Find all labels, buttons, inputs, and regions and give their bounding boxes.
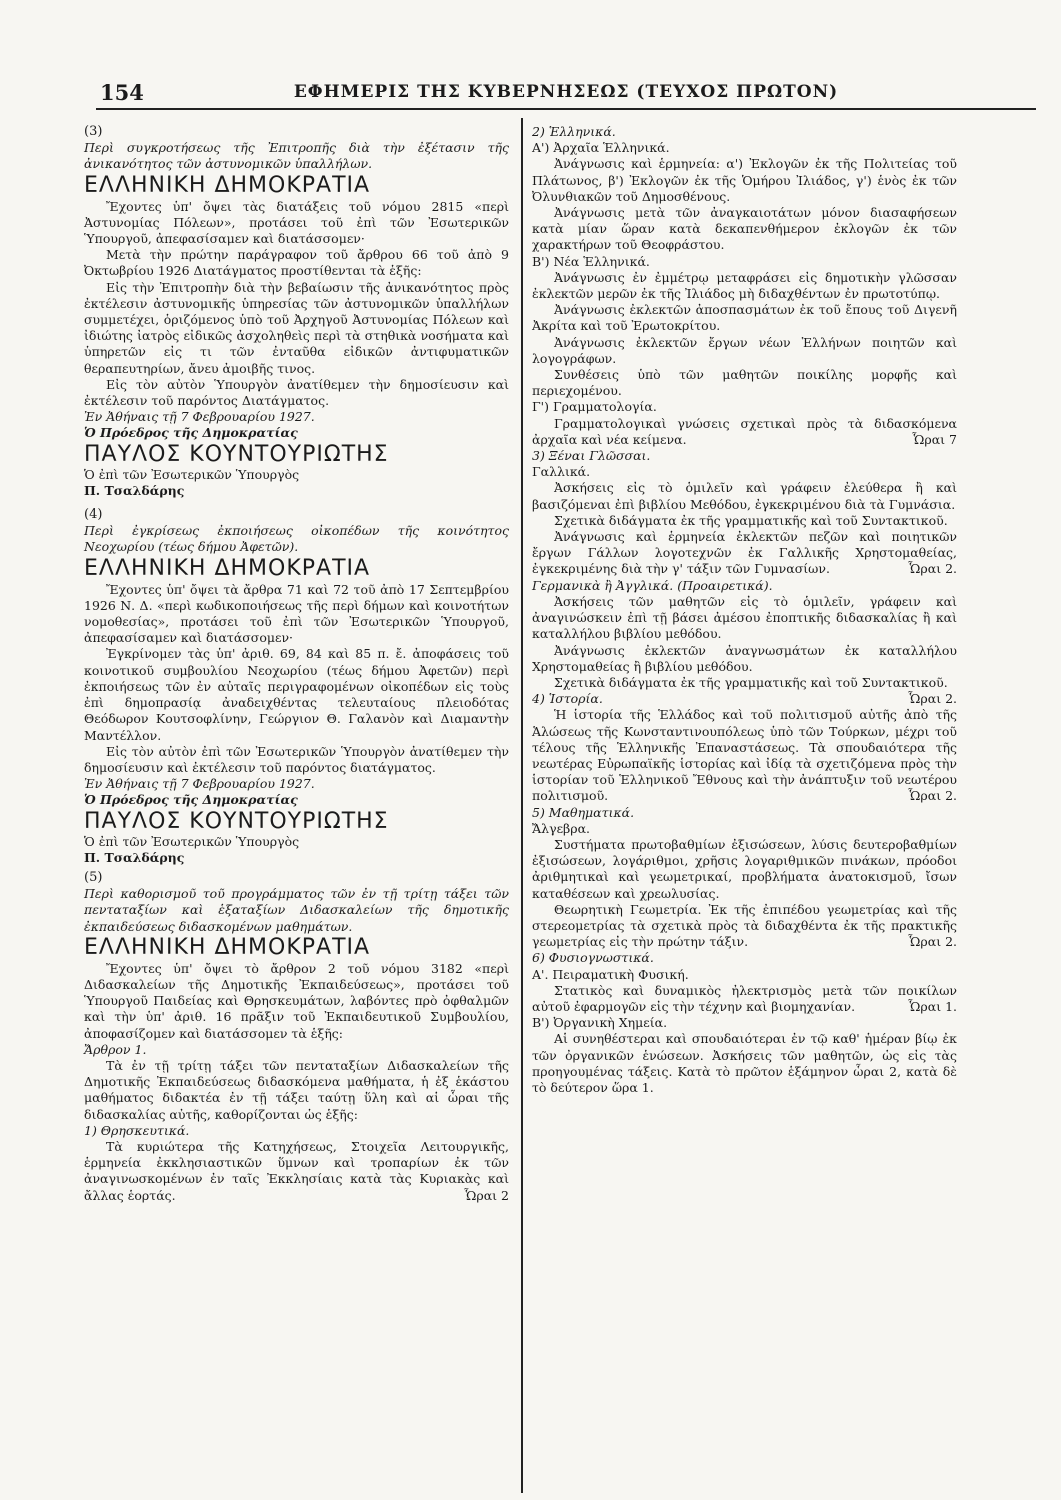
minister-signature: Π. Τσαλδάρης (84, 849, 185, 865)
subsection-heading: Γερμανικὰ ἢ Ἀγγλικά. (Προαιρετικά). (532, 577, 773, 593)
column-divider (521, 118, 523, 1493)
minister-title: Ὁ ἐπὶ τῶν Ἐσωτερικῶν Ὑπουργὸς (84, 833, 300, 849)
paragraph: Εἰς τὸν αὐτὸν ἐπὶ τῶν Ἐσωτερικῶν Ὑπουργὸν ἀνατίθεμεν τὴν δημοσίευσιν καὶ ἐκτέλεσιν τοῦ παρόντος διατάγματος. (84, 743, 509, 775)
subsection-heading: Γ') Γραμματολογία. (532, 399, 657, 415)
president-name: ΠΑΥΛΟΣ ΚΟΥΝΤΟΥΡΙΩΤΗΣ (84, 808, 389, 834)
hours-label: Ὧραι 2. (908, 934, 957, 950)
section-heading: 4) Ἱστορία. (532, 691, 603, 707)
paragraph (532, 416, 957, 448)
decree-number: (5) (84, 869, 103, 885)
paragraph: Τὰ ἐν τῇ τρίτῃ τάξει τῶν πενταταξίων Διδασκαλείων τῆς Δημοτικῆς Ἐκπαιδεύσεως διδασκόμενα μαθήματα, ἡ ἐξ ἑκάστου μαθήματος διδακτέα ἐν τῇ τάξει ταύτῃ ὕλη καὶ αἱ ὧραι τῆς διδασκαλίας αὐτῆς, καθορίζονται ὡς ἑξῆς: (84, 1057, 509, 1122)
subsection-heading: Α') Ἀρχαῖα Ἑλληνικά. (532, 140, 670, 156)
section-heading: 1) Θρησκευτικά. (84, 1122, 190, 1138)
paragraph-text: Τὰ κυριώτερα τῆς Κατηχήσεως, Στοιχεῖα Λειτουργικῆς, ἑρμηνεία ἐκκλησιαστικῶν ὕμνων καὶ τροπαρίων ἐκ τῶν ἀναγινωσκομένων ἐν ταῖς Ἐκκλησίαις κατὰ τὰς Κυριακὰς καὶ ἄλλας ἑορτάς. (84, 1138, 509, 1203)
paragraph-text: Στατικὸς καὶ δυναμικὸς ἠλεκτρισμὸς μετὰ τῶν ποικίλων αὐτοῦ ἐφαρμογῶν εἰς τὴν τέχνην καὶ βιομηχανίαν. (532, 982, 957, 1014)
hours-label: Ὧραι 2 (464, 1187, 509, 1203)
president-title: Ὁ Πρόεδρος τῆς Δημοκρατίας (84, 792, 298, 808)
decree-subject: Περὶ καθορισμοῦ τοῦ προγράμματος τῶν ἐν τῇ τρίτῃ τάξει τῶν πενταταξίων καὶ ἑξαταξίων Διδασκαλείων τῆς δημοτικῆς ἐκπαιδεύσεως διδασκομένων μαθημάτων. (84, 886, 509, 934)
section-heading: 3) Ξέναι Γλῶσσαι. (532, 448, 651, 464)
president-title: Ὁ Πρόεδρος τῆς Δημοκρατίας (84, 425, 298, 441)
minister-title: Ὁ ἐπὶ τῶν Ἐσωτερικῶν Ὑπουργὸς (84, 466, 300, 482)
republic-heading: ΕΛΛΗΝΙΚΗ ΔΗΜΟΚΡΑΤΙΑ (84, 172, 371, 198)
decree-date: Ἐν Ἀθήναις τῇ 7 Φεβρουαρίου 1927. (84, 409, 315, 425)
subsection-heading: Ἄλγεβρα. (532, 820, 591, 836)
decree-date: Ἐν Ἀθήναις τῇ 7 Φεβρουαρίου 1927. (84, 776, 315, 792)
decree-number: (3) (84, 124, 103, 139)
section-heading: 2) Ἑλληνικά. (532, 124, 616, 139)
decree-subject: Περὶ ἐγκρίσεως ἐκποιήσεως οἰκοπέδων τῆς κοινότητος Νεοχωρίου (τέως δήμου Ἀφετῶν). (84, 523, 509, 555)
right-column (532, 124, 957, 1096)
paragraph: Σχετικὰ διδάγματα ἐκ τῆς γραμματικῆς καὶ τοῦ Συντακτικοῦ. (554, 512, 948, 528)
paragraph (532, 529, 957, 578)
paragraph-text: Θεωρητικὴ Γεωμετρία. Ἐκ τῆς ἐπιπέδου γεωμετρίας καὶ τῆς στερεομετρίας τὰ σχετικὰ πρὸς τὰ διδαχθέντα ἐκ τῆς πρακτικῆς γεωμετρίας εἰς τὴν πρώτην τάξιν. (532, 901, 957, 950)
article-heading: Ἄρθρον 1. (84, 1041, 147, 1057)
paragraph: Συνθέσεις ὑπὸ τῶν μαθητῶν ποικίλης μορφῆς καὶ περιεχομένου. (532, 367, 957, 399)
paragraph: Ἔχοντες ὑπ' ὄψει τὰς διατάξεις τοῦ νόμου 2815 «περὶ Ἀστυνομίας Πόλεων», προτάσει τοῦ ἐπὶ τῶν Ἐσωτερικῶν Ὑπουργοῦ, ἀπεφασίσαμεν καὶ διατάσσομεν· (84, 198, 509, 247)
journal-title: ΕΦΗΜΕΡΙΣ ΤΗΣ ΚΥΒΕΡΝΗΣΕΩΣ (ΤΕΥΧΟΣ ΠΡΩΤΟΝ) (293, 82, 839, 102)
paragraph: Ἀσκήσεις τῶν μαθητῶν εἰς τὸ ὁμιλεῖν, γράφειν καὶ ἀναγινώσκειν ἐπὶ τῇ βάσει ἀμέσου ἐποπτικῆς διδασκαλίας ἢ καὶ καταλλήλου βιβλίου μεθόδου. (532, 593, 957, 642)
paragraph-text: Γραμματολογικαὶ γνώσεις σχετικαὶ πρὸς τὰ διδασκόμενα ἀρχαῖα καὶ νέα κείμενα. (532, 415, 957, 447)
paragraph-text: Σχετικὰ διδάγματα ἐκ τῆς γραμματικῆς καὶ τοῦ Συντακτικοῦ. (554, 674, 948, 690)
hours-label: Ὧραι 2. (908, 561, 957, 577)
minister-signature: Π. Τσαλδάρης (84, 482, 185, 498)
left-column (84, 124, 509, 1204)
president-name: ΠΑΥΛΟΣ ΚΟΥΝΤΟΥΡΙΩΤΗΣ (84, 441, 389, 467)
paragraph: Συστήματα πρωτοβαθμίων ἐξισώσεων, λύσις δευτεροβαθμίων ἐξισώσεων, λογάριθμοι, χρῆσις λογαριθμικῶν πινάκων, πρόοδοι ἀριθμητικαὶ καὶ γεωμετρικαί, προβλήματα ἀνατοκισμοῦ, ἴσων καταθέσεων καὶ χρεωλυσίας. (532, 836, 957, 901)
section-heading: 6) Φυσιογνωστικά. (532, 950, 654, 966)
subsection-heading: Γαλλικά. (532, 464, 591, 480)
paragraph: Ἀνάγνωσις ἐκλεκτῶν ἀποσπασμάτων ἐκ τοῦ ἔπους τοῦ Διγενῆ Ἀκρίτα καὶ τοῦ Ἐρωτοκρίτου. (532, 302, 957, 334)
paragraph (84, 1139, 509, 1204)
paragraph: Ἔχοντες ὑπ' ὄψει τὰ ἄρθρα 71 καὶ 72 τοῦ ἀπὸ 17 Σεπτεμβρίου 1926 Ν. Δ. «περὶ κωδικοποιήσεως τῆς περὶ δήμων καὶ κοινοτήτων νομοθεσίας», προτάσει τοῦ ἐπὶ τῶν Ἐσωτερικῶν Ὑπουργοῦ, ἀπεφασίσαμεν καὶ διατάσσομεν· (84, 581, 509, 646)
decree-5 (84, 870, 509, 1204)
paragraph: Αἱ συνηθέστεραι καὶ σπουδαιότεραι ἐν τῷ καθ' ἡμέραν βίῳ ἐκ τῶν ὀργανικῶν ἑνώσεων. Ἀσκήσεις τῶν μαθητῶν, ὡς εἰς τὰς προηγουμένας τάξεις. Κατὰ τὸ πρῶτον ἑξάμηνον ὧραι 2, κατὰ δὲ τὸ δεύτερον ὥρα 1. (532, 1031, 957, 1095)
paragraph: Εἰς τὴν Ἐπιτροπὴν διὰ τὴν βεβαίωσιν τῆς ἀνικανότητος πρὸς ἐκτέλεσιν ἀστυνομικῆς ὑπηρεσίας τῶν ἀστυνομικῶν ὑπαλλήλων συμμετέχει, ὁριζόμενος ὑπὸ τοῦ Ἀρχηγοῦ Ἀστυνομίας Πόλεων καὶ ἰδιώτης ἰατρὸς εἰδικῶς ἀσχοληθεὶς περὶ τὰ στηθικὰ νοσήματα καὶ ὑπηρετῶν εἰς τι τῶν ἐνταῦθα εἰδικῶν ἀντιφυματικῶν θεραπευτηρίων, ἄνευ ἀμοιβῆς τινος. (84, 279, 509, 376)
paragraph: Ἀνάγνωσις καὶ ἑρμηνεία: α') Ἐκλογῶν ἐκ τῆς Πολιτείας τοῦ Πλάτωνος, β') Ἐκλογῶν ἐκ τῆς Ὁμήρου Ἰλιάδος, γ') ἑνὸς ἐκ τῶν Ὀλυνθιακῶν τοῦ Δημοσθένους. (532, 156, 957, 204)
page-number: 154 (100, 80, 144, 105)
decree-subject: Περὶ συγκροτήσεως τῆς Ἐπιτροπῆς διὰ τὴν ἐξέτασιν τῆς ἀνικανότητος τῶν ἀστυνομικῶν ὑπαλλήλων. (84, 140, 509, 172)
paragraph: Ἀνάγνωσις ἐκλεκτῶν ἀναγνωσμάτων ἐκ καταλλήλου Χρηστομαθείας ἢ βιβλίου μεθόδου. (532, 642, 957, 674)
page-header (96, 74, 1036, 110)
paragraph-text: Ἡ ἱστορία τῆς Ἑλλάδος καὶ τοῦ πολιτισμοῦ αὐτῆς ἀπὸ τῆς Ἁλώσεως τῆς Κωνσταντινουπόλεως ὑπὸ τῶν Τούρκων, μέχρι τοῦ τέλους τῆς Ἑλληνικῆς Ἐπαναστάσεως. Τὰ σπουδαιότερα τῆς νεωτέρας Εὐρωπαϊκῆς ἱστορίας καὶ ἰδίᾳ τὰ σχετιζόμενα πρὸς τὴν ἱστορίαν τοῦ Ἑλληνικοῦ Ἔθνους καὶ τὴν ἀνάπτυξιν τοῦ νεωτέρου πολιτισμοῦ. (532, 707, 957, 804)
republic-heading: ΕΛΛΗΝΙΚΗ ΔΗΜΟΚΡΑΤΙΑ (84, 934, 371, 960)
subsection-heading: Β') Ὀργανικὴ Χημεία. (532, 1015, 668, 1031)
section-heading: 5) Μαθηματικά. (532, 804, 635, 820)
paragraph: Ἀνάγνωσις ἐκλεκτῶν ἔργων νέων Ἑλλήνων ποιητῶν καὶ λογογράφων. (532, 334, 957, 366)
paragraph: Ἐγκρίνομεν τὰς ὑπ' ἀριθ. 69, 84 καὶ 85 π. ἔ. ἀποφάσεις τοῦ κοινοτικοῦ συμβουλίου Νεοχωρίου (τέως δήμου Ἀφετῶν) περὶ ἐκποιήσεως τῶν ἐν αὐταῖς περιγραφομένων οἰκοπέδων εἰς τοὺς ἐπὶ δημοπρασίᾳ ἀναδειχθέντας τελευταίους πλειοδότας Θεόδωρον Κουτσοφλίνην, Γεώργιον Θ. Γαλανὸν καὶ Διαμαντὴν Μαντέλλον. (84, 646, 509, 743)
decree-3 (84, 124, 509, 499)
paragraph: Εἰς τὸν αὐτὸν Ὑπουργὸν ἀνατίθεμεν τὴν δημοσίευσιν καὶ ἐκτέλεσιν τοῦ παρόντος Διατάγματος. (84, 376, 509, 409)
hours-label: Ὧραι 2. (908, 691, 957, 707)
hours-label: Ὧραι 7 (912, 431, 957, 447)
paragraph (532, 707, 957, 804)
paragraph (532, 983, 957, 1015)
subsection-heading: Β') Νέα Ἑλληνικά. (532, 253, 650, 269)
paragraph: Μετὰ τὴν πρώτην παράγραφον τοῦ ἄρθρου 66 τοῦ ἀπὸ 9 Ὀκτωβρίου 1926 Διατάγματος προστίθενται τὰ ἑξῆς: (84, 247, 509, 279)
subsection-heading: Α'. Πειραματικὴ Φυσική. (532, 966, 689, 982)
paragraph: Ἀσκήσεις εἰς τὸ ὁμιλεῖν καὶ γράφειν ἐλεύθερα ἢ καὶ βασιζόμεναι ἐπὶ βιβλίου Μεθόδου, ἐγκεκριμένου διὰ τὰ Γυμνάσια. (532, 480, 957, 512)
hours-label: Ὧραι 1. (908, 998, 957, 1014)
hours-label: Ὧραι 2. (908, 788, 957, 804)
decree-4 (84, 507, 509, 866)
republic-heading: ΕΛΛΗΝΙΚΗ ΔΗΜΟΚΡΑΤΙΑ (84, 555, 371, 581)
paragraph: Ἀνάγνωσις ἐν ἐμμέτρῳ μεταφράσει εἰς δημοτικὴν γλῶσσαν ἐκλεκτῶν μερῶν ἐκ τῆς Ἰλιάδος μὴ διδαχθέντων ἐν πρωτοτύπῳ. (532, 269, 957, 302)
decree-number: (4) (84, 507, 103, 523)
paragraph-text: Ἀνάγνωσις καὶ ἑρμηνεία ἐκλεκτῶν πεζῶν καὶ ποιητικῶν ἔργων Γάλλων λογοτεχνῶν ἐκ Γαλλικῆς Χρηστομαθείας, ἐγκεκριμένης διὰ τὴν γ' τάξιν τῶν Γυμνασίων. (532, 529, 957, 577)
paragraph: Ἔχοντες ὑπ' ὄψει τὸ ἄρθρον 2 τοῦ νόμου 3182 «περὶ Διδασκαλείων τῆς Δημοτικῆς Ἐκπαιδεύσεως», προτάσει τοῦ Ὑπουργοῦ Παιδείας καὶ Θρησκευμάτων, λαβόντες πρὸ ὀφθαλμῶν καὶ τὴν ὑπ' ἀριθ. 16 πρᾶξιν τοῦ Ἐκπαιδευτικοῦ Συμβουλίου, ἀποφασίζομεν καὶ διατάσσομεν τὰ ἑξῆς: (84, 960, 509, 1041)
paragraph (532, 902, 957, 951)
paragraph: Ἀνάγνωσις μετὰ τῶν ἀναγκαιοτάτων μόνον διασαφήσεων κατὰ μίαν ὥραν κατὰ δεκαπενθήμερον ἐκλογῶν ἐκ τῶν χαρακτήρων τοῦ Θεοφράστου. (532, 205, 957, 253)
